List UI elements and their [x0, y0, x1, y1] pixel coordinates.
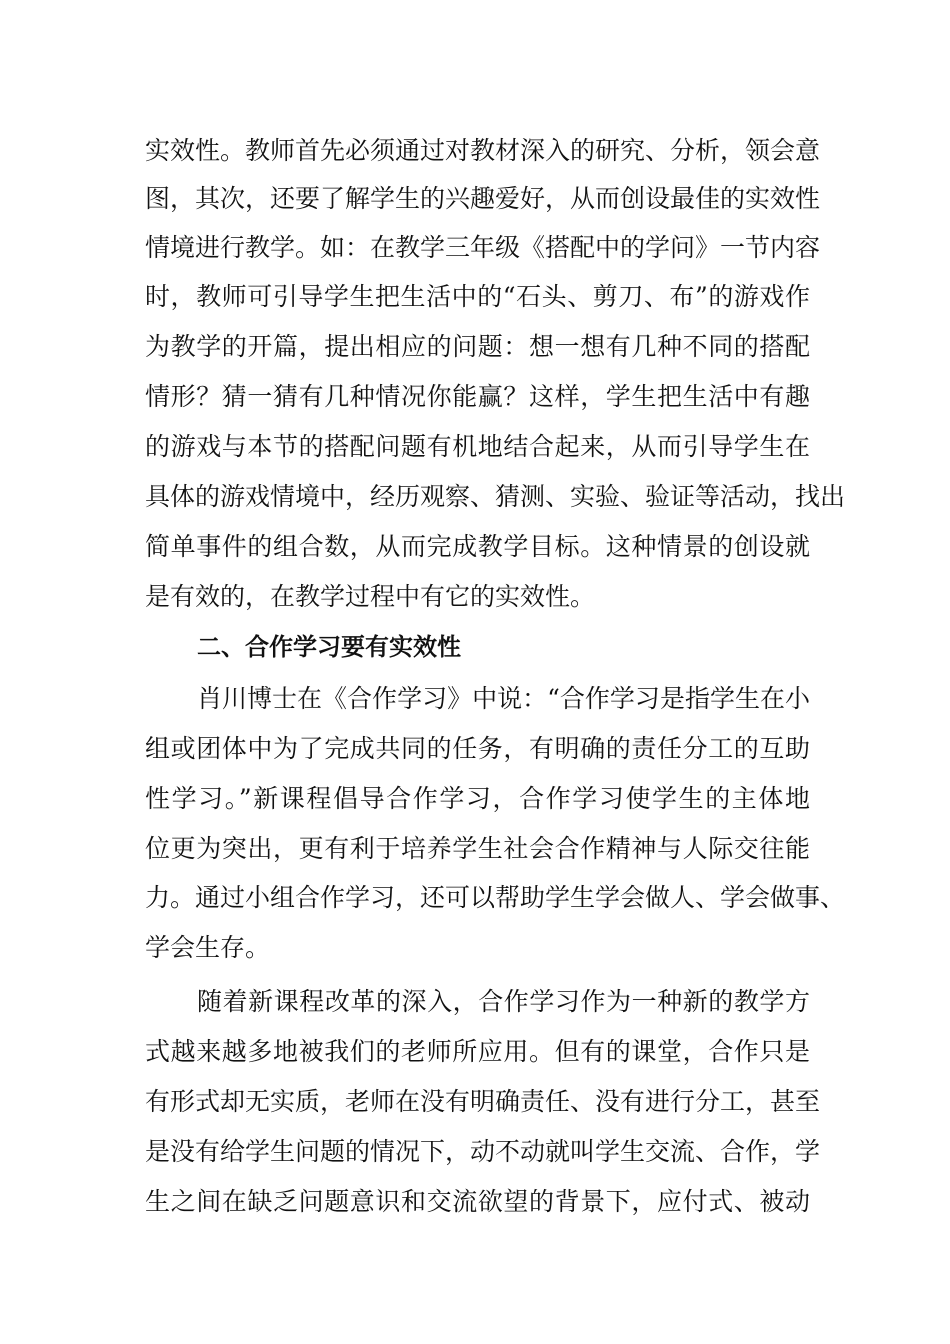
- paragraph-line: 肖川博士在《合作学习》中说：“合作学习是指学生在小: [197, 684, 810, 713]
- paragraph-line: 实效性。教师首先必须通过对教材深入的研究、分析，领会意: [145, 136, 821, 165]
- section-heading: 二、合作学习要有实效性: [197, 633, 461, 661]
- paragraph-line: 随着新课程改革的深入，合作学习作为一种新的教学方: [197, 987, 810, 1016]
- paragraph-line: 时，教师可引导学生把生活中的“石头、剪刀、布”的游戏作: [145, 282, 810, 311]
- paragraph-line: 为教学的开篇，提出相应的问题：想一想有几种不同的搭配: [145, 332, 810, 361]
- paragraph-line: 组或团体中为了完成共同的任务，有明确的责任分工的互助: [145, 734, 810, 763]
- paragraph-line: 性学习。”新课程倡导合作学习，合作学习使学生的主体地: [145, 784, 810, 813]
- paragraph-line: 学会生存。: [145, 933, 271, 962]
- paragraph-line: 式越来越多地被我们的老师所应用。但有的课堂，合作只是: [145, 1037, 810, 1066]
- paragraph-line: 位更为突出，更有利于培养学生社会合作精神与人际交往能: [145, 834, 810, 863]
- paragraph-line: 有形式却无实质，老师在没有明确责任、没有进行分工，甚至: [145, 1087, 821, 1116]
- paragraph-line: 是没有给学生问题的情况下，动不动就叫学生交流、合作，学: [145, 1137, 821, 1166]
- paragraph-line: 是有效的，在教学过程中有它的实效性。: [145, 582, 596, 611]
- paragraph-line: 情形？猜一猜有几种情况你能赢？这样，学生把生活中有趣: [145, 382, 810, 411]
- paragraph-line: 生之间在缺乏问题意识和交流欲望的背景下，应付式、被动: [145, 1187, 810, 1216]
- paragraph-line: 图，其次，还要了解学生的兴趣爱好，从而创设最佳的实效性: [145, 184, 821, 213]
- paragraph-line: 力。通过小组合作学习，还可以帮助学生学会做人、学会做事、: [145, 883, 846, 912]
- paragraph-line: 情境进行教学。如：在教学三年级《搭配中的学问》一节内容: [145, 233, 821, 262]
- paragraph-line: 具体的游戏情境中，经历观察、猜测、实验、验证等活动，找出: [145, 482, 846, 511]
- paragraph-line: 简单事件的组合数，从而完成教学目标。这种情景的创设就: [145, 532, 810, 561]
- paragraph-line: 的游戏与本节的搭配问题有机地结合起来，从而引导学生在: [145, 432, 810, 461]
